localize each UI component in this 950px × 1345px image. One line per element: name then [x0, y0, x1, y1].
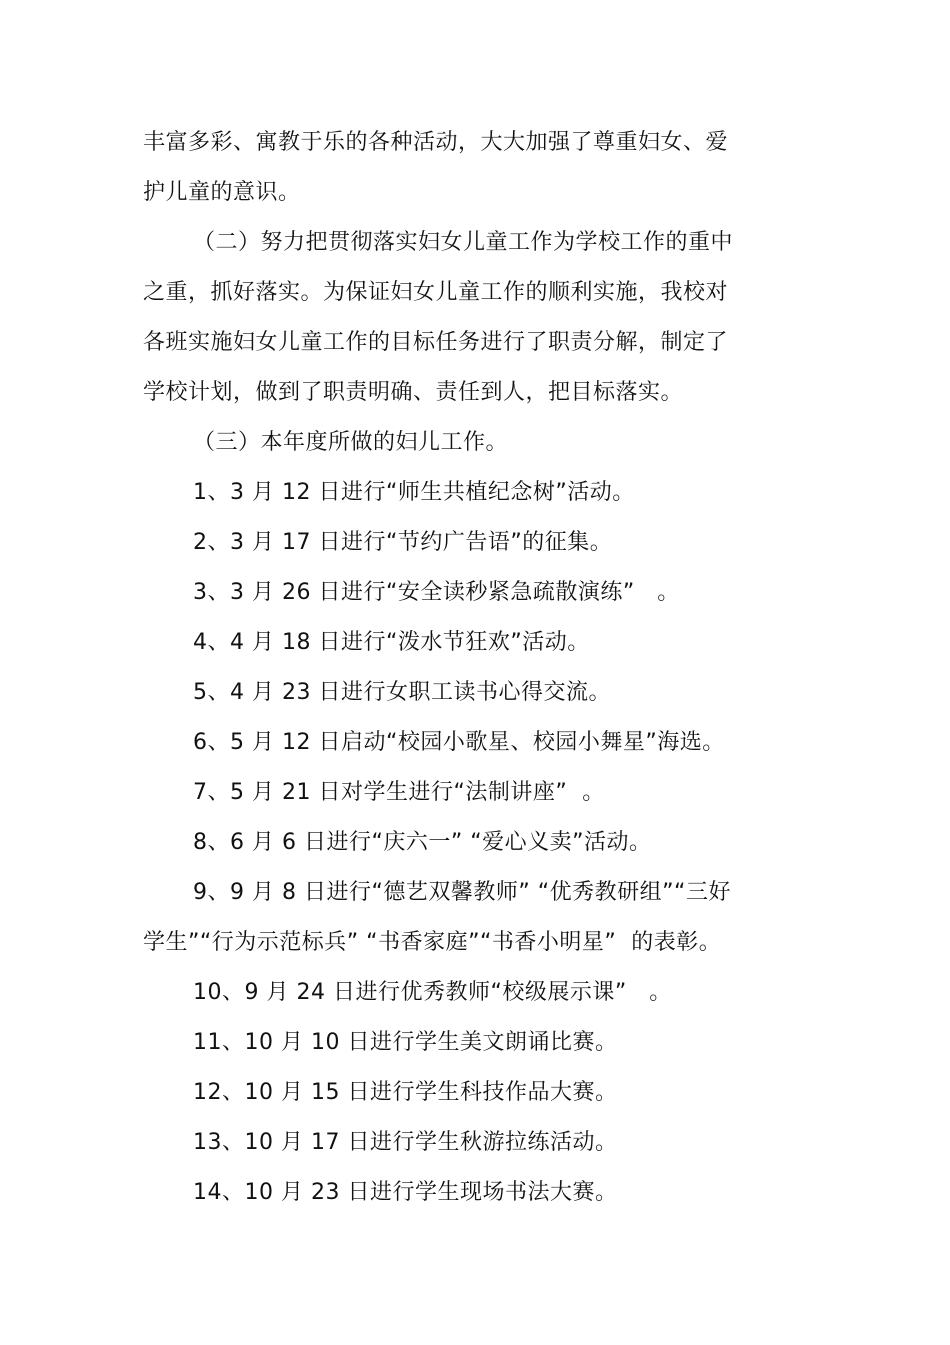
list-item: 3、3 月 26 日进行“安全读秒紧急疏散演练” 。 [193, 580, 680, 605]
paragraph-line: 学校计划，做到了职责明确、责任到人，把目标落实。 [143, 380, 684, 405]
list-item-continuation: 学生”“行为示范标兵” “书香家庭”“书香小明星” 的表彰。 [143, 930, 722, 955]
list-item: 9、9 月 8 日进行“德艺双馨教师” “优秀教研组”“三好 [193, 880, 731, 905]
list-item: 12、10 月 15 日进行学生科技作品大赛。 [193, 1080, 618, 1105]
paragraph-line: （二）努力把贯彻落实妇女儿童工作为学校工作的重中 [193, 230, 734, 255]
paragraph-line: 各班实施妇女儿童工作的目标任务进行了职责分解，制定了 [143, 330, 729, 355]
list-item: 10、9 月 24 日进行优秀教师“校级展示课” 。 [193, 980, 672, 1005]
paragraph-line: 护儿童的意识。 [143, 180, 301, 205]
list-item: 1、3 月 12 日进行“师生共植纪念树”活动。 [193, 480, 635, 505]
list-item: 7、5 月 21 日对学生进行“法制讲座” 。 [193, 780, 605, 805]
list-item: 4、4 月 18 日进行“泼水节狂欢”活动。 [193, 630, 590, 655]
paragraph-line: 丰富多彩、寓教于乐的各种活动，大大加强了尊重妇女、爱 [143, 130, 729, 155]
list-item: 6、5 月 12 日启动“校园小歌星、校园小舞星”海选。 [193, 730, 725, 755]
paragraph-line: 之重，抓好落实。为保证妇女儿童工作的顺利实施，我校对 [143, 280, 729, 305]
list-item: 8、6 月 6 日进行“庆六一” “爱心义卖”活动。 [193, 830, 652, 855]
list-item: 13、10 月 17 日进行学生秋游拉练活动。 [193, 1130, 618, 1155]
list-item: 11、10 月 10 日进行学生美文朗诵比赛。 [193, 1030, 618, 1055]
section-heading: （三）本年度所做的妇儿工作。 [193, 430, 509, 455]
list-item: 2、3 月 17 日进行“节约广告语”的征集。 [193, 530, 613, 555]
list-item: 5、4 月 23 日进行女职工读书心得交流。 [193, 680, 611, 705]
list-item: 14、10 月 23 日进行学生现场书法大赛。 [193, 1180, 618, 1205]
